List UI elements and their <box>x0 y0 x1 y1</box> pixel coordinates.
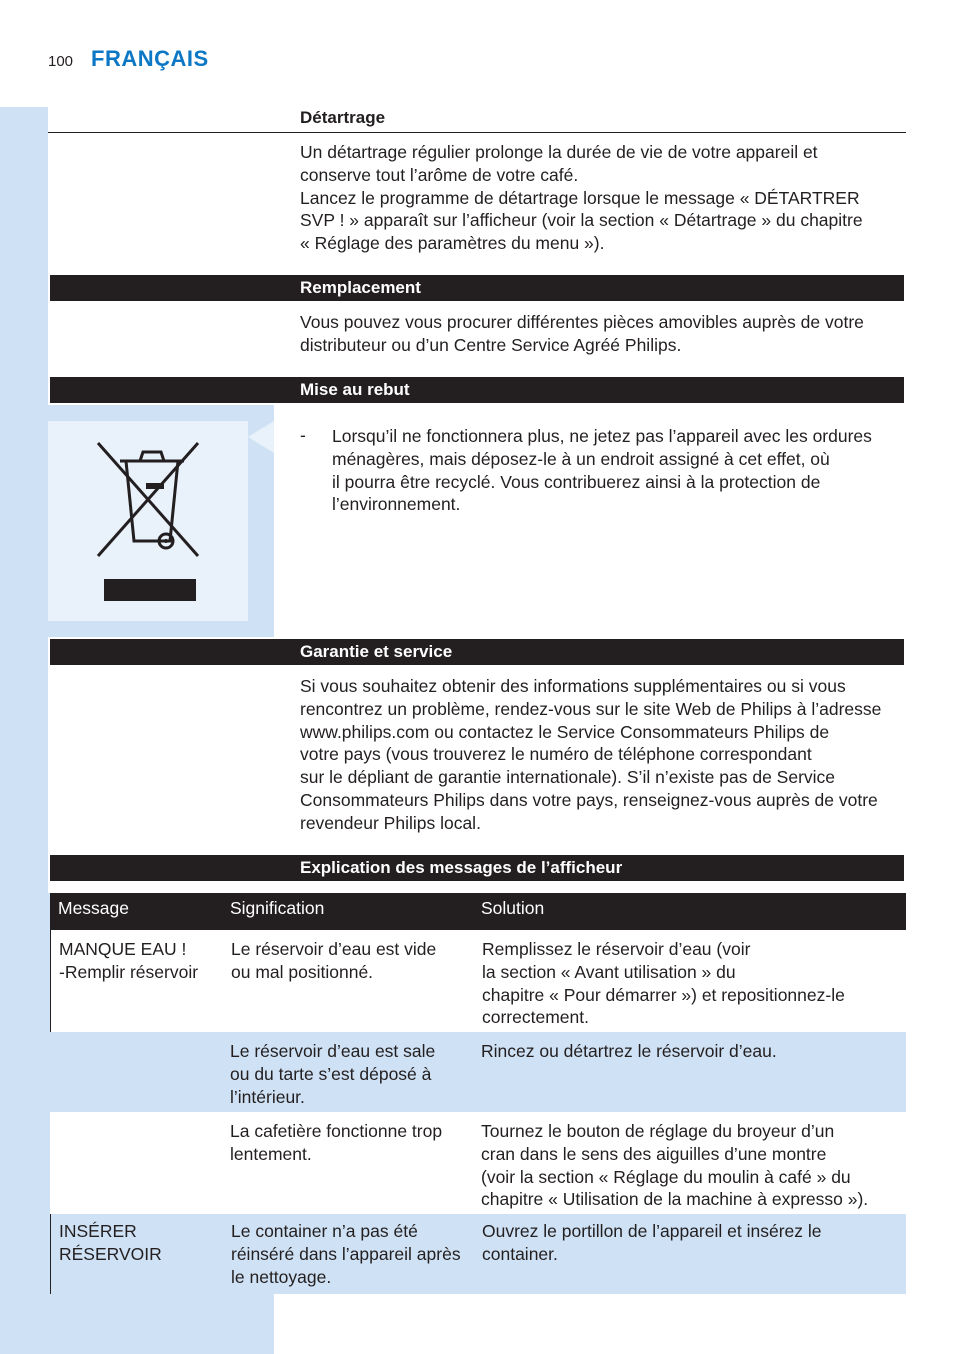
section-heading-remplacement <box>48 273 906 303</box>
text-line: revendeur Philips local. <box>300 812 481 833</box>
crossed-out-bin-icon <box>48 421 248 621</box>
table-row <box>50 1214 906 1294</box>
text-line: SVP ! » apparaît sur l’afficheur (voir la section « Détartrage » du chapitre <box>300 210 863 231</box>
text-line: l’environnement. <box>332 494 461 515</box>
text-line: ménagères, mais déposez-le à un endroit assigné à cet effet, où <box>332 448 830 469</box>
cell-message <box>59 938 224 984</box>
language-title: FRANÇAIS <box>91 46 209 71</box>
cell-meaning <box>230 1120 470 1166</box>
heading-spacer <box>48 107 274 132</box>
sidebar-gap <box>48 667 274 853</box>
text-line: Lorsqu’il ne fonctionnera plus, ne jetez pas l’appareil avec les ordures <box>332 426 872 446</box>
text-line: cran dans le sens des aiguilles d’une montre <box>481 1143 827 1164</box>
text-line: lentement. <box>230 1143 312 1164</box>
remplacement-text <box>300 311 900 357</box>
illustration-pointer <box>248 421 274 453</box>
philips-link[interactable]: www.philips.com <box>300 721 430 742</box>
text-line: Rincez ou détartrez le réservoir d’eau. <box>481 1041 777 1061</box>
section-heading-detartrage <box>48 107 906 133</box>
text-line: votre pays (vous trouverez le numéro de téléphone correspondant <box>300 744 812 765</box>
list-bullet: - <box>300 425 306 445</box>
detartrage-text <box>300 141 900 255</box>
cell-message <box>59 1220 224 1266</box>
sidebar-gap <box>48 133 274 273</box>
messages-table <box>50 893 906 1294</box>
text-line: INSÉRER <box>59 1221 137 1241</box>
column-header-message: Message <box>58 898 130 918</box>
text-line: chapitre « Utilisation de la machine à expresso »). <box>481 1189 869 1210</box>
text-fragment: ou contactez le Service Consommateurs Philips de <box>429 721 830 742</box>
text-line: (voir la section « Réglage du moulin à café » du <box>481 1166 851 1187</box>
cell-meaning <box>231 938 471 984</box>
text-line: correctement. <box>482 1007 589 1028</box>
text-line: Si vous souhaitez obtenir des informations supplémentaires ou si vous <box>300 676 846 696</box>
text-line: Le réservoir d’eau est vide <box>231 939 437 959</box>
page-number: 100 <box>48 53 74 70</box>
text-line: il pourra être recyclé. Vous contribuerez ainsi à la protection de <box>332 471 821 492</box>
column-header-solution: Solution <box>481 898 545 918</box>
text-line: Vous pouvez vous procurer différentes pièces amovibles auprès de votre <box>300 312 864 332</box>
text-line: Lancez le programme de détartrage lorsque le message « DÉTARTRER <box>300 187 860 208</box>
text-line: ou du tarte s’est déposé à <box>230 1063 432 1084</box>
sidebar-gap <box>48 883 274 893</box>
text-line: Tournez le bouton de réglage du broyeur d’un <box>481 1121 835 1141</box>
table-row <box>50 1112 906 1214</box>
recycle-bin-illustration <box>48 421 248 621</box>
text-line: « Réglage des paramètres du menu »). <box>300 233 605 254</box>
text-line: chapitre « Pour démarrer ») et repositionnez-le <box>482 984 845 1005</box>
text-line: La cafetière fonctionne trop <box>230 1121 443 1141</box>
section-heading-garantie <box>48 637 906 667</box>
text-line: rencontrez un problème, rendez-vous sur le site Web de Philips à l’adresse <box>300 698 882 719</box>
text-line: Le réservoir d’eau est sale <box>230 1041 436 1061</box>
cell-solution <box>481 1040 901 1063</box>
cell-meaning <box>230 1040 470 1108</box>
cell-solution <box>482 938 902 1029</box>
section-title: Garantie et service <box>300 642 453 661</box>
text-line: Le container n’a pas été <box>231 1221 418 1241</box>
section-title: Mise au rebut <box>300 380 410 399</box>
section-title: Détartrage <box>300 108 386 127</box>
table-row <box>50 1032 906 1112</box>
section-title: Remplacement <box>300 278 421 297</box>
section-heading-rebut <box>48 375 906 405</box>
text-line: ou mal positionné. <box>231 961 374 982</box>
rebut-text <box>332 425 902 516</box>
text-line: conserve tout l’arôme de votre café. <box>300 164 579 185</box>
cell-solution <box>481 1120 901 1211</box>
table-header <box>50 893 906 930</box>
text-line: MANQUE EAU ! <box>59 939 187 959</box>
text-line: Un détartrage régulier prolonge la durée de vie de votre appareil et <box>300 142 818 162</box>
cell-solution <box>482 1220 902 1266</box>
text-line: container. <box>482 1243 558 1264</box>
text-line: RÉSERVOIR <box>59 1243 162 1264</box>
text-line: -Remplir réservoir <box>59 961 199 982</box>
text-line: sur le dépliant de garantie internationale). S’il n’existe pas de Service <box>300 767 836 788</box>
text-line: distributeur ou d’un Centre Service Agréé Philips. <box>300 334 682 355</box>
text-line <box>300 721 900 744</box>
table-row <box>50 930 906 1032</box>
text-line: Remplissez le réservoir d’eau (voir <box>482 939 751 959</box>
column-header-meaning: Signification <box>230 898 325 918</box>
sidebar-gap <box>48 303 274 376</box>
text-line: réinséré dans l’appareil après <box>231 1243 461 1264</box>
text-line: Ouvrez le portillon de l’appareil et insérez le <box>482 1221 822 1241</box>
text-line: Consommateurs Philips dans votre pays, renseignez-vous auprès de votre <box>300 789 878 810</box>
garantie-text <box>300 675 900 835</box>
cell-meaning <box>231 1220 471 1288</box>
section-heading-messages <box>48 853 906 883</box>
section-title: Explication des messages de l’afficheur <box>300 858 623 877</box>
text-line: l’intérieur. <box>230 1086 305 1107</box>
text-line: la section « Avant utilisation » du <box>482 961 736 982</box>
text-line: le nettoyage. <box>231 1266 332 1287</box>
